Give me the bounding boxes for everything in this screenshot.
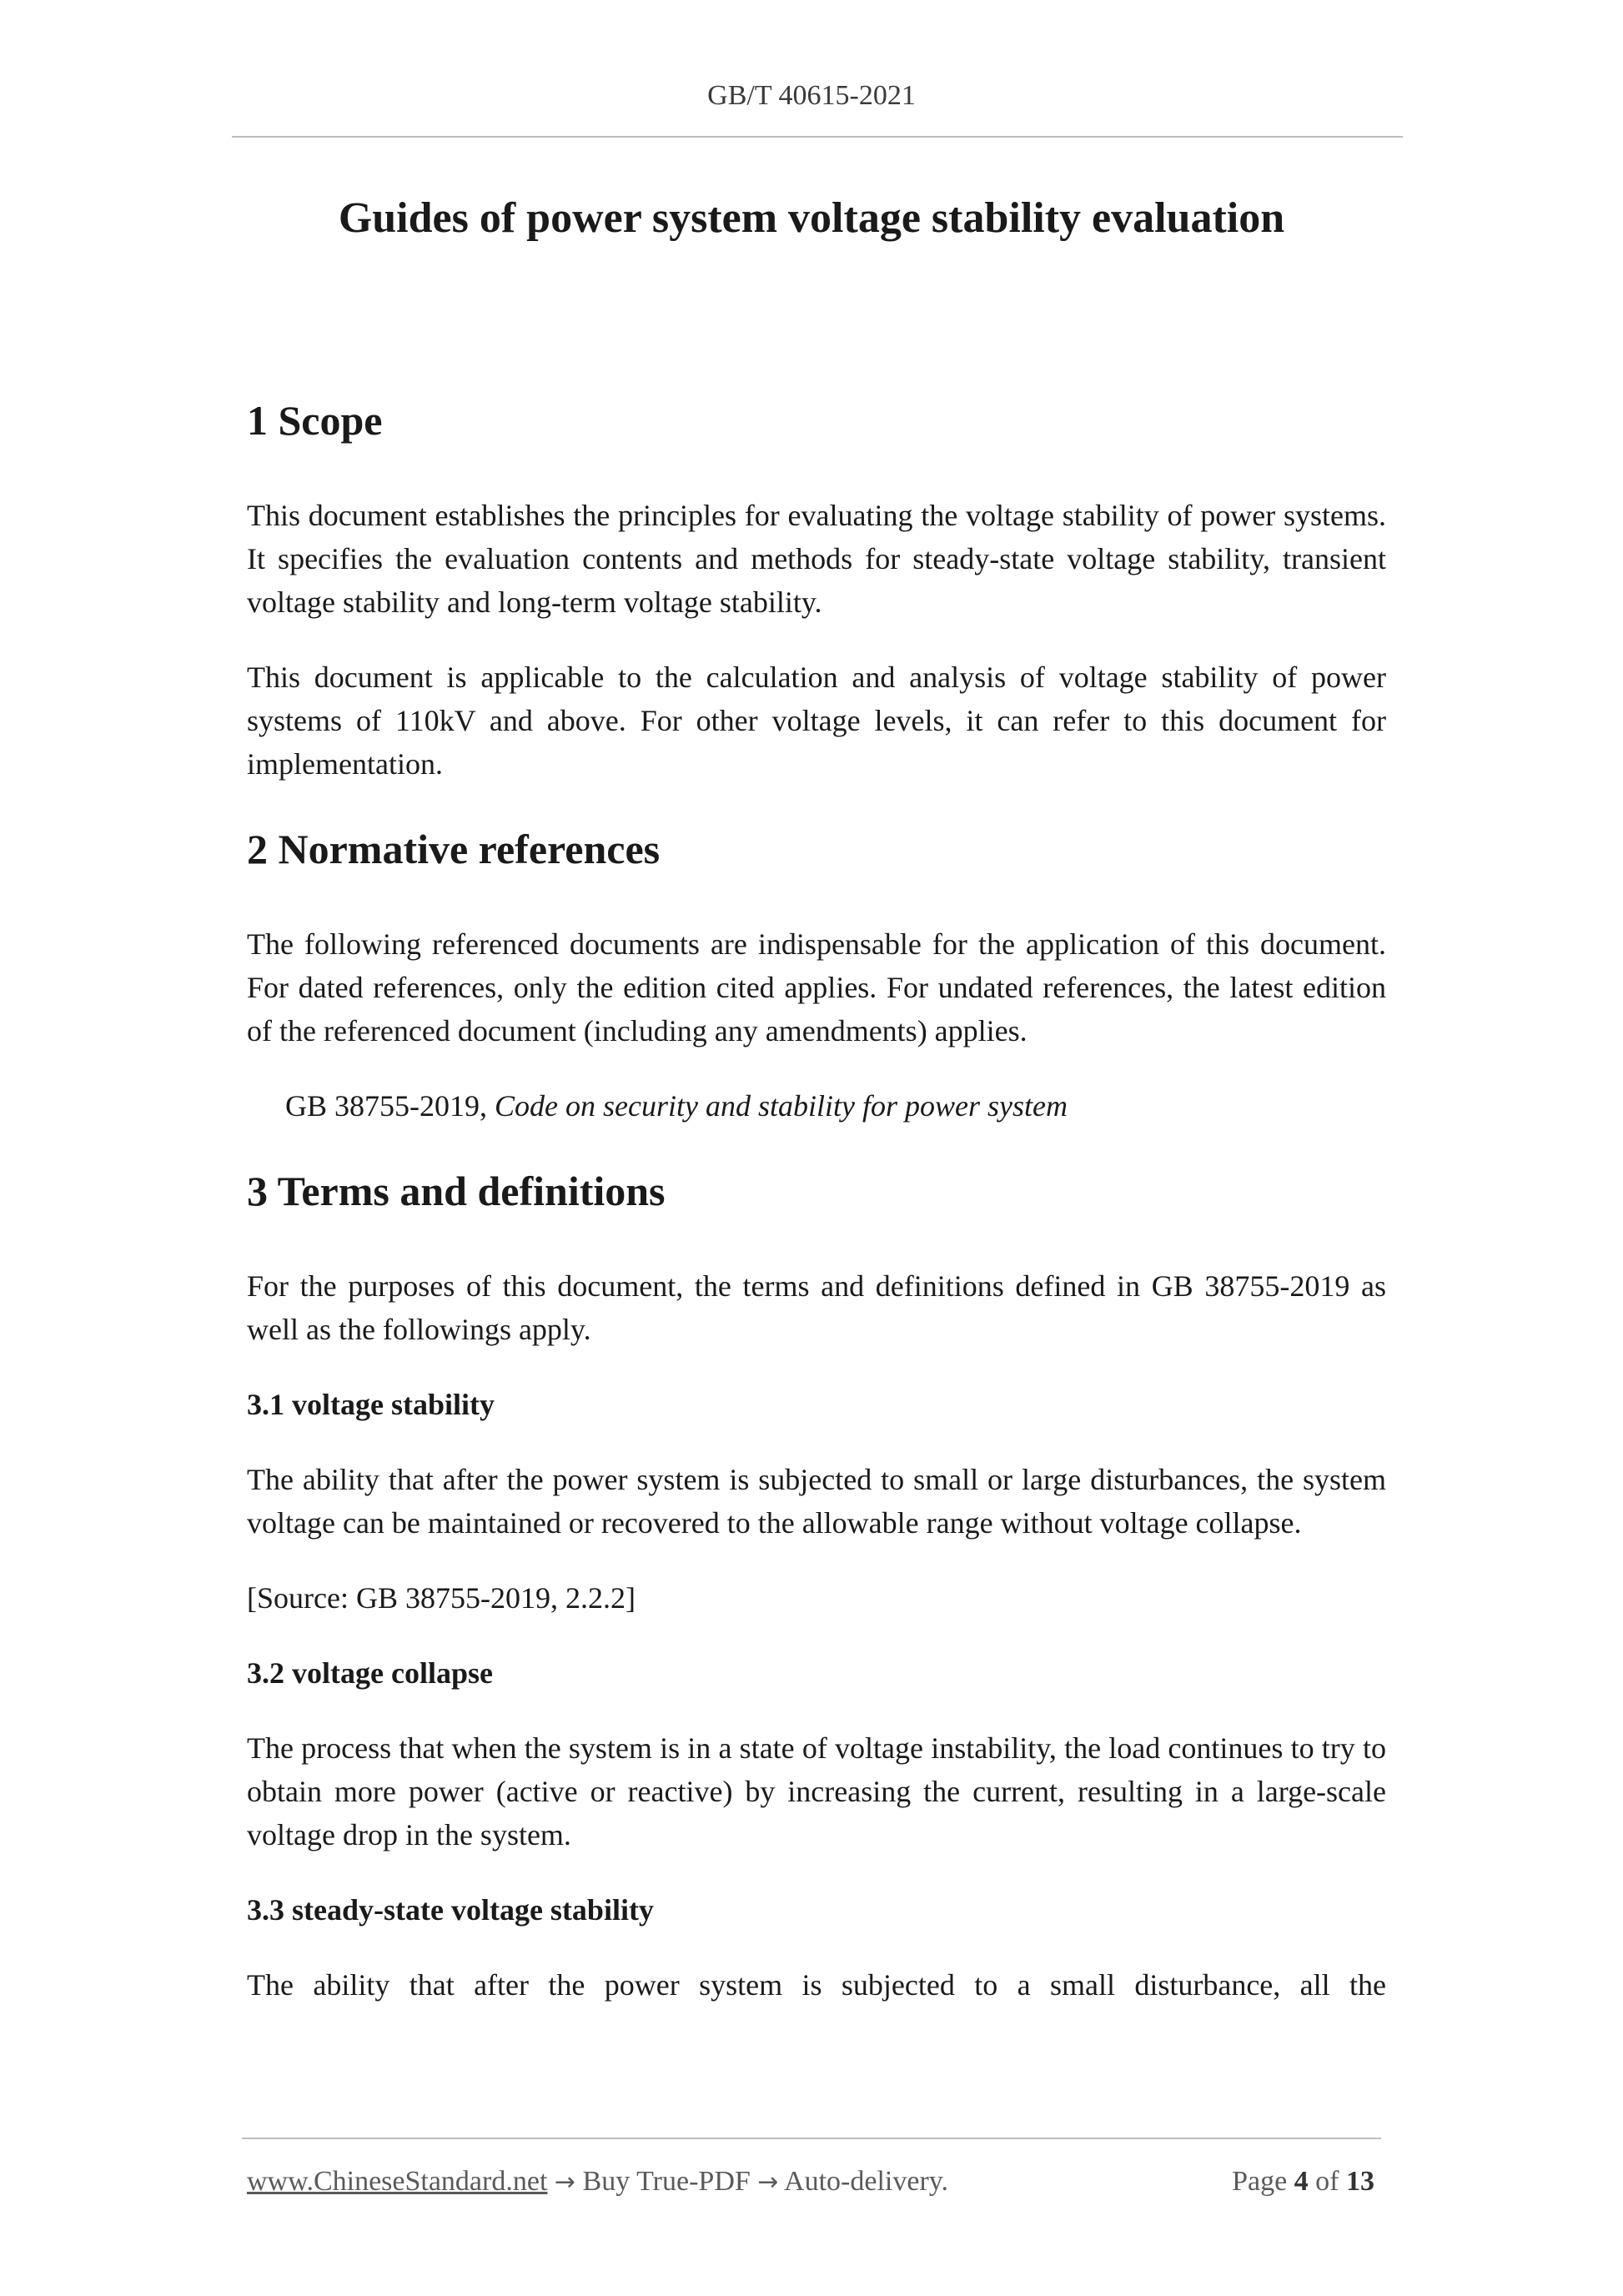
page-current: 4 <box>1294 2166 1309 2197</box>
section-heading-normative-references: 2 Normative references <box>247 826 661 872</box>
term-source-3-1: [Source: GB 38755-2019, 2.2.2] <box>247 1581 636 1615</box>
term-definition-3-3: The ability that after the power system is subjected to a small disturbance, all the <box>247 1968 1386 2002</box>
scope-paragraph-1: This document establishes the principles for evaluating the voltage stability of power systems. It specifies the evaluation contents and methods for steady-state voltage stability, transient voltage stability and long-term voltage stability. <box>247 499 1386 619</box>
page-word: Page <box>1232 2166 1288 2197</box>
arrow-right-icon: → <box>757 2168 779 2197</box>
term-definition-3-2: The process that when the system is in a state of voltage instability, the load continues to try to obtain more power (active or reactive) by increasing the current, resulting in a large-scale voltage drop in the system. <box>247 1731 1386 1851</box>
page-of-word: of <box>1315 2166 1339 2197</box>
reference-title: Code on security and stability for power system <box>495 1089 1068 1123</box>
normative-reference-item <box>247 1084 1386 1128</box>
scope-paragraph-2: This document is applicable to the calculation and analysis of voltage stability of power systems of 110kV and above. For other voltage levels, it can refer to this document for implementation. <box>247 661 1386 781</box>
normative-paragraph: The following referenced documents are indispensable for the application of this document. For dated references, only the edition cited applies. For undated references, the latest edition of the referenced document (including any amendments) applies. <box>247 927 1386 1048</box>
site-link[interactable]: www.ChineseStandard.net <box>247 2166 548 2197</box>
document-body <box>247 392 1386 2007</box>
term-heading-3-1: 3.1 voltage stability <box>247 1388 495 1421</box>
header-standard-number: GB/T 40615-2021 <box>707 80 916 111</box>
arrow-right-icon: → <box>554 2168 576 2197</box>
page-indicator <box>1232 2162 1374 2202</box>
page-total: 13 <box>1346 2166 1374 2197</box>
term-definition-3-1: The ability that after the power system is subjected to small or large disturbances, the system voltage can be maintained or recovered to the allowable range without voltage collapse. <box>247 1463 1386 1540</box>
document-title: Guides of power system voltage stability evaluation <box>338 194 1285 242</box>
section-heading-scope: 1 Scope <box>247 397 383 444</box>
reference-code: GB 38755-2019, <box>285 1089 487 1123</box>
footer-divider <box>242 2138 1381 2139</box>
header-divider <box>232 136 1403 138</box>
footer-buy-text: Buy True-PDF <box>582 2166 751 2197</box>
footer-delivery-text: Auto-delivery. <box>784 2166 949 2197</box>
term-heading-3-2: 3.2 voltage collapse <box>247 1656 493 1690</box>
term-heading-3-3: 3.3 steady-state voltage stability <box>247 1893 654 1927</box>
footer-promo <box>247 2162 948 2203</box>
section-heading-terms-definitions: 3 Terms and definitions <box>247 1168 666 1214</box>
terms-intro-paragraph: For the purposes of this document, the terms and definitions defined in GB 38755-2019 as well as the followings apply. <box>247 1269 1386 1346</box>
